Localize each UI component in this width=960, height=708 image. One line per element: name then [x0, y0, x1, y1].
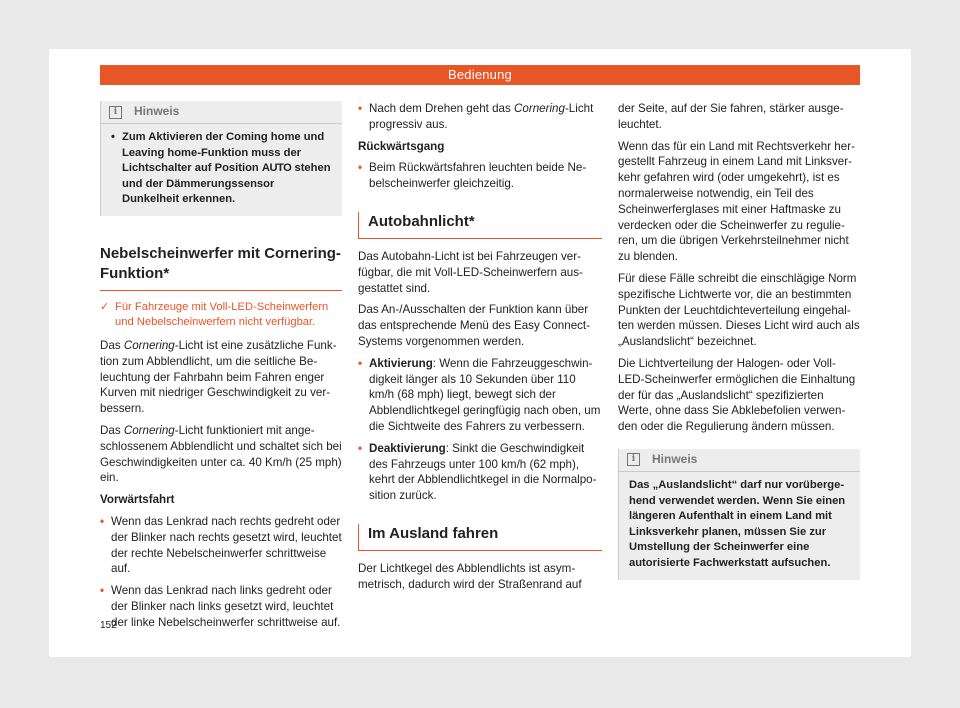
bullet-item: • Nach dem Drehen geht das Cornering-Licht progressiv aus. [358, 101, 602, 133]
paragraph: Das An-/Ausschalten der Funktion kann über das entsprechende Menü des Easy Connect-Systems vorgenommen werden. [358, 303, 591, 348]
hint-title: Hinweis [652, 452, 698, 467]
subheading-forward: Vorwärtsfahrt [100, 493, 175, 507]
section-title-abroad: Im Ausland fahren [358, 524, 602, 551]
info-icon: i [627, 453, 640, 466]
hint-header [101, 101, 342, 124]
bullet-item: • Deaktivierung: Sinkt die Geschwindigkeit des Fahrzeugs unter 100 km/h (62 mph), kehrt der Abblendlichtkegel in die Normalposition zurück. [358, 441, 602, 504]
hint-bullet: • Zum Aktivieren der Coming home und Leaving home-Funktion muss der Lichtschalter auf Position AUTO stehen und der Dämmerungssensor Dunkelheit erkennen. [111, 130, 332, 208]
paragraph: Für diese Fälle schreibt die einschlägige Norm spezifische Lichtwerte vor, die an bestimmten Punkten der Leuchtdichteverteilung eingehalten werden müssen. Dieses Licht wird auch als „Auslandslicht“ bezeichnet. [618, 271, 860, 349]
hint-box [100, 101, 342, 216]
hint-body [101, 124, 342, 216]
paragraph: Das Cornering-Licht ist eine zusätzliche Funktion zum Abblendlicht, um die seitliche Beleuchtung der Fahrbahn beim Fahren enger Kurven mit niedriger Geschwindigkeit zu verbessern. [100, 338, 337, 416]
paragraph: Die Lichtverteilung der Halogen- oder Voll-LED-Scheinwerfer ermöglichen die Einhaltung der für das „Auslandslicht“ spezifizierten Werte, ohne dass Sie Abklebefolien verwenden oder die Regulierung ändern müssen. [618, 356, 856, 434]
bullet-item: • Aktivierung: Wenn die Fahrzeuggeschwindigkeit länger als 10 Sekunden über 110 km/h (68 mph) liegt, bewegt sich der Abblendlichtkegel geringfügig nach oben, um die Sichtweite des Fahrers zu verbessern. [358, 356, 602, 435]
column-3 [618, 101, 860, 580]
hint-title: Hinweis [134, 104, 180, 119]
hint-box [618, 449, 860, 580]
column-1 [100, 101, 342, 637]
paragraph: Das Autobahn-Licht ist bei Fahrzeugen verfügbar, die mit Voll-LED-Scheinwerfern ausgestattet sind. [358, 249, 583, 295]
chapter-header: Bedienung [100, 65, 860, 85]
section-title-cornering: Nebelscheinwerfer mit Cornering-Funktion* [100, 244, 342, 291]
column-2 [358, 101, 602, 599]
paragraph: Das Cornering-Licht funktioniert mit angeschlossenem Abblendlicht und schaltet sich bei Geschwindigkeiten unter ca. 40 Km/h (25 mph) ein. [100, 423, 342, 485]
requirement-note: ✓ Für Fahrzeuge mit Voll-LED-Scheinwerfern und Nebelscheinwerfern nicht verfügbar. [100, 300, 342, 330]
hint-body: Das „Auslandslicht“ darf nur vorübergehend verwendet werden. Wenn Sie einen längeren Aufenthalt in einem Land mit Linksverkehr planen, müssen Sie zur Umstellung der Scheinwerfer eine autorisierte Fachwerkstatt aufsuchen. [629, 478, 846, 569]
auto-symbol: AUTO [261, 162, 292, 175]
section-title-autobahn: Autobahnlicht* [358, 212, 602, 239]
paragraph: Wenn das für ein Land mit Rechtsverkehr hergestellt Fahrzeug in einem Land mit Linksverkehr gefahren wird (oder umgekehrt), ist es normalerweise notwendig, ein Teil des Scheinwerferglases mit einer Haftmaske zu verdecken oder die Scheinwerfer zu regulieren, um die übrigen Verkehrsteilnehmer nicht zu blenden. [618, 139, 855, 264]
bullet-item: • Wenn das Lenkrad nach links gedreht oder der Blinker nach links gesetzt wird, leuchtet der linke Nebelscheinwerfer schrittweise auf. [100, 583, 342, 630]
hint-header [619, 449, 860, 472]
bullet-item: • Wenn das Lenkrad nach rechts gedreht oder der Blinker nach rechts gesetzt wird, leuchtet der rechte Nebelscheinwerfer schrittweise auf. [100, 514, 342, 577]
paragraph: der Seite, auf der Sie fahren, stärker ausgeleuchtet. [618, 102, 844, 131]
page-number: 152 [100, 620, 117, 631]
subheading-reverse: Rückwärtsgang [358, 139, 445, 153]
paragraph: Der Lichtkegel des Abblendlichts ist asymmetrisch, dadurch wird der Straßenrand auf [358, 561, 582, 591]
bullet-item: • Beim Rückwärtsfahren leuchten beide Nebelscheinwerfer gleichzeitig. [358, 160, 602, 192]
info-icon: i [109, 106, 122, 119]
